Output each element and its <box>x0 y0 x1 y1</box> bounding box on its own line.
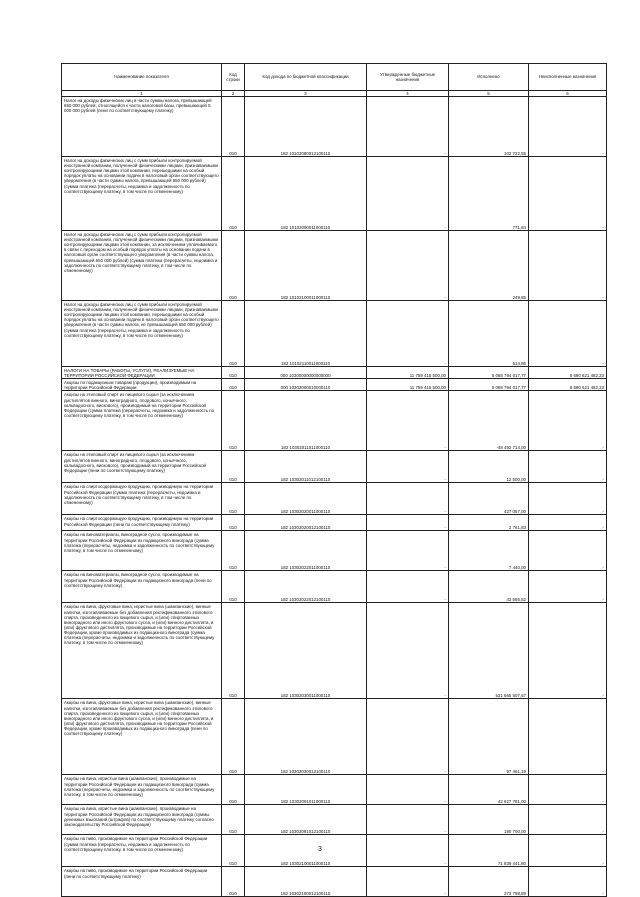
income-code-cell: 182 10302022012100110 <box>245 571 367 603</box>
unexecuted-amount-cell: - <box>529 301 607 367</box>
indicator-name-cell: Налог на доходы физических лиц с сумм прибыли контролируемой иностранной компании, полученной физическими лицами, признаваемыми контролирующими лицами этой компании, перешедшими на особый порядок уплаты на основании подачи в налоговый орган соответствующего уведомления (в части суммы налога, не превышающей 650 000 рублей) (сумма платежа (перерасчеты, недоимка и задолженность по соответствующему платежу, в том числе по отмененному) <box>62 301 222 367</box>
header-income-code: Код дохода по бюджетной классификации <box>245 64 367 91</box>
table-row <box>62 483 607 515</box>
approved-amount-cell: - <box>367 805 449 835</box>
executed-amount-cell: 7 440,00 <box>449 531 529 571</box>
executed-amount-cell: -48 492 714,00 <box>449 391 529 451</box>
income-code-cell: 182 10302030011000110 <box>245 603 367 699</box>
line-code-cell: 010 <box>222 157 245 231</box>
executed-amount-cell: 5 068 794 017,77 <box>449 367 529 379</box>
income-code-cell: 182 10302030012100110 <box>245 699 367 775</box>
indicator-name-cell: Акцизы на вина, игристые вина (шампанские), производимые на территории Российской Федерации из подакцизного винограда (суммы денежных взысканий (штрафов) по соответствующему платежу согласно законодательству Российской Федерации) <box>62 805 222 835</box>
line-code-cell: 010 <box>222 805 245 835</box>
header-approved: Утвержденные бюджетные назначения <box>367 64 449 91</box>
approved-amount-cell: - <box>367 531 449 571</box>
table-row <box>62 775 607 805</box>
income-code-cell: 182 10302022011000110 <box>245 531 367 571</box>
line-code-cell: 010 <box>222 379 245 391</box>
income-code-cell: 182 10102090011000110 <box>245 157 367 231</box>
approved-amount-cell: - <box>367 775 449 805</box>
indicator-name-cell: Акцизы на этиловый спирт из пищевого сырья (за исключением дистиллятов винного, виноградного, плодового, коньячного, кальвадосного, вискового), производимый на территории Российской Федерации (сумма платежа (перерасчеты, недоимка и задолженность по соответствующему платежу, в том числе по отмененному) <box>62 391 222 451</box>
unexecuted-amount-cell: - <box>529 867 607 897</box>
budget-execution-table <box>61 63 607 897</box>
line-code-cell: 010 <box>222 603 245 699</box>
header-unexecuted: Неисполненные назначения <box>529 64 607 91</box>
income-code-cell: 182 10302011011000110 <box>245 391 367 451</box>
unexecuted-amount-cell: - <box>529 157 607 231</box>
approved-amount-cell: - <box>367 451 449 483</box>
income-code-cell: 182 10302091012100110 <box>245 805 367 835</box>
indicator-name-cell: Акцизы на виноматериалы, виноградное сусло, производимые на территории Российской Федерации из подакцизного винограда (пени по соответствующему платежу) <box>62 571 222 603</box>
unexecuted-amount-cell: - <box>529 451 607 483</box>
indicator-name-cell: Налог на доходы физических лиц с сумм прибыли контролируемой иностранной компании, полученной физическими лицами, признаваемыми контролирующими лицами этой компании, перешедшими на особый порядок уплаты на основании подачи в налоговый орган соответствующего уведомления (в части суммы налога, превышающей 650 000 рублей) (сумма платежа (перерасчеты, недоимка и задолженность по соответствующему платежу, в том числе по отмененному) <box>62 157 222 231</box>
table-row <box>62 603 607 699</box>
income-code-cell: 182 10302100012100110 <box>245 867 367 897</box>
table-row <box>62 379 607 391</box>
executed-amount-cell: 427 057,00 <box>449 483 529 515</box>
line-code-cell: 010 <box>222 391 245 451</box>
line-code-cell: 010 <box>222 867 245 897</box>
line-code-cell: 010 <box>222 571 245 603</box>
executed-amount-cell: 71 839 441,80 <box>449 835 529 867</box>
executed-amount-cell: 102 722,55 <box>449 97 529 157</box>
table-row <box>62 699 607 775</box>
executed-amount-cell: 12 500,00 <box>449 451 529 483</box>
income-code-cell: 182 10102080012100110 <box>245 97 367 157</box>
table-row <box>62 97 607 157</box>
income-code-cell: 000 10302000010000110 <box>245 379 367 391</box>
table-row <box>62 571 607 603</box>
executed-amount-cell: 2 761,83 <box>449 515 529 531</box>
indicator-name-cell: Акцизы на спиртосодержащую продукцию, производимую на территории Российской Федерации (сумма платежа (перерасчеты, недоимка и задолженность по соответствующему платежу, в том числе по отмененному) <box>62 483 222 515</box>
indicator-name-cell: Акцизы на вина, фруктовые вина, игристые вина (шампанские), винные напитки, изготавливаемые без добавления ректификованного этилового спирта, произведенного из пищевого сырья, и (или) спиртованных виноградного или иного фруктового сусла, и (или) винного дистиллята, и (или) фруктового дистиллята, производимые на территории Российской Федерации, кроме производимых из подакцизного винограда (сумма платежа (перерасчеты, недоимка и задолженность по соответствующему платежу, в том числе по отмененному) <box>62 603 222 699</box>
income-code-cell: 182 10302020012100110 <box>245 515 367 531</box>
indicator-name-cell: Акцизы по подакцизным товарам (продукции), производимым на территории Российской Федерации <box>62 379 222 391</box>
table-row <box>62 367 607 379</box>
table-header-row <box>62 64 607 91</box>
executed-amount-cell: 514,86 <box>449 301 529 367</box>
line-code-cell: 010 <box>222 775 245 805</box>
executed-amount-cell: 249,85 <box>449 231 529 301</box>
approved-amount-cell: - <box>367 391 449 451</box>
table-row <box>62 391 607 451</box>
table-row <box>62 451 607 483</box>
approved-amount-cell: 11 759 415 500,00 <box>367 367 449 379</box>
indicator-name-cell: Налог на доходы физических лиц с сумм прибыли контролируемой иностранной компании, полученной физическими лицами, признаваемыми контролирующими лицами этой компании, за исключением уплачиваемого в связи с переходом на особый порядок уплаты на основании подачи в налоговый орган соответствующего уведомления (в части суммы налога, превышающей 650 000 рублей) (сумма платежа (перерасчеты, недоимка и задолженность по соответствующему платежу, в том числе по отмененному) <box>62 231 222 301</box>
column-number: 1 <box>62 91 222 97</box>
approved-amount-cell: 11 759 415 500,00 <box>367 379 449 391</box>
income-code-cell: 182 10302020011000110 <box>245 483 367 515</box>
line-code-cell: 010 <box>222 699 245 775</box>
header-indicator-name: Наименование показателя <box>62 64 222 91</box>
table-row <box>62 231 607 301</box>
line-code-cell: 010 <box>222 367 245 379</box>
header-line-code: Код строки <box>222 64 245 91</box>
table-body <box>62 97 607 897</box>
line-code-cell: 010 <box>222 531 245 571</box>
income-code-cell: 182 10302011012100110 <box>245 451 367 483</box>
page-number: 3 <box>318 846 322 853</box>
approved-amount-cell: - <box>367 301 449 367</box>
income-code-cell: 182 10102100011000110 <box>245 231 367 301</box>
unexecuted-amount-cell: - <box>529 699 607 775</box>
indicator-name-cell: Акцизы на спиртосодержащую продукцию, производимую на территории Российской Федерации (пени по соответствующему платежу) <box>62 515 222 531</box>
unexecuted-amount-cell: 6 690 621 482,23 <box>529 379 607 391</box>
column-number: 5 <box>449 91 529 97</box>
unexecuted-amount-cell: - <box>529 97 607 157</box>
executed-amount-cell: 531 665 507,57 <box>449 603 529 699</box>
indicator-name-cell: Акцизы на этиловый спирт из пищевого сырья (за исключением дистиллятов винного, виноградного, плодового, коньячного, кальвадосного, вискового), производимый на территории Российской Федерации (пени по соответствующему платежу) <box>62 451 222 483</box>
approved-amount-cell: - <box>367 483 449 515</box>
unexecuted-amount-cell: - <box>529 531 607 571</box>
executed-amount-cell: 97 461,19 <box>449 699 529 775</box>
indicator-name-cell: Акцизы на вина, игристые вина (шампанские), производимые на территории Российской Федерации из подакцизного винограда (сумма платежа (перерасчеты, недоимка и задолженность по соответствующему платежу, в том числе по отмененному) <box>62 775 222 805</box>
indicator-name-cell: Акцизы на пиво, производимое на территории Российской Федерации (сумма платежа (перерасчеты, недоимка и задолженность по соответствующему платежу, в том числе по отмененному) <box>62 835 222 867</box>
indicator-name-cell: Налог на доходы физических лиц в части суммы налога, превышающей 650 000 рублей, относящейся к части налоговой базы, превышающей 5 000 000 рублей (пени по соответствующему платежу) <box>62 97 222 157</box>
approved-amount-cell: - <box>367 97 449 157</box>
indicator-name-cell: Акцизы на пиво, производимое на территории Российской Федерации (пени по соответствующему платежу) <box>62 867 222 897</box>
column-number: 4 <box>367 91 449 97</box>
line-code-cell: 010 <box>222 97 245 157</box>
table-row <box>62 531 607 571</box>
approved-amount-cell: - <box>367 867 449 897</box>
unexecuted-amount-cell: - <box>529 483 607 515</box>
unexecuted-amount-cell: - <box>529 571 607 603</box>
executed-amount-cell: 771,84 <box>449 157 529 231</box>
line-code-cell: 010 <box>222 231 245 301</box>
table-row <box>62 805 607 835</box>
income-code-cell: 182 10302100011000110 <box>245 835 367 867</box>
executed-amount-cell: 190 700,00 <box>449 805 529 835</box>
table-row <box>62 157 607 231</box>
executed-amount-cell: 373 798,89 <box>449 867 529 897</box>
approved-amount-cell: - <box>367 603 449 699</box>
unexecuted-amount-cell: - <box>529 231 607 301</box>
unexecuted-amount-cell: - <box>529 515 607 531</box>
unexecuted-amount-cell: 6 690 621 482,23 <box>529 367 607 379</box>
column-number: 6 <box>529 91 607 97</box>
executed-amount-cell: 5 068 794 017,77 <box>449 379 529 391</box>
line-code-cell: 010 <box>222 451 245 483</box>
line-code-cell: 010 <box>222 835 245 867</box>
approved-amount-cell: - <box>367 231 449 301</box>
approved-amount-cell: - <box>367 157 449 231</box>
unexecuted-amount-cell: - <box>529 603 607 699</box>
executed-amount-cell: 42 627 781,00 <box>449 775 529 805</box>
line-code-cell: 010 <box>222 515 245 531</box>
table-row <box>62 515 607 531</box>
approved-amount-cell: - <box>367 571 449 603</box>
line-code-cell: 010 <box>222 483 245 515</box>
table-row <box>62 301 607 367</box>
column-number: 3 <box>245 91 367 97</box>
income-code-cell: 182 10102110011000110 <box>245 301 367 367</box>
unexecuted-amount-cell: - <box>529 835 607 867</box>
approved-amount-cell: - <box>367 835 449 867</box>
executed-amount-cell: 43 565,52 <box>449 571 529 603</box>
header-executed: Исполнено <box>449 64 529 91</box>
indicator-name-cell: Акцизы на вина, фруктовые вина, игристые вина (шампанские), винные напитки, изготавливаемые без добавления ректификованного этилового спирта, произведенного из пищевого сырья, и (или) спиртованных виноградного или иного фруктового сусла, и (или) винного дистиллята, и (или) фруктового дистиллята, производимые на территории Российской Федерации, кроме производимых из подакцизного винограда (пени по соответствующему платежу) <box>62 699 222 775</box>
indicator-name-cell: НАЛОГИ НА ТОВАРЫ (РАБОТЫ, УСЛУГИ), РЕАЛИЗУЕМЫЕ НА ТЕРРИТОРИИ РОССИЙСКОЙ ФЕДЕРАЦИИ <box>62 367 222 379</box>
unexecuted-amount-cell: - <box>529 775 607 805</box>
column-number: 2 <box>222 91 245 97</box>
approved-amount-cell: - <box>367 515 449 531</box>
indicator-name-cell: Акцизы на виноматериалы, виноградное сусло, производимые на территории Российской Федерации из подакцизного винограда (сумма платежа (перерасчеты, недоимка и задолженность по соответствующему платежу, в том числе по отмененному) <box>62 531 222 571</box>
line-code-cell: 010 <box>222 301 245 367</box>
income-code-cell: 182 10302091011000110 <box>245 775 367 805</box>
unexecuted-amount-cell: - <box>529 805 607 835</box>
income-code-cell: 000 10300000000000000 <box>245 367 367 379</box>
unexecuted-amount-cell: - <box>529 391 607 451</box>
approved-amount-cell: - <box>367 699 449 775</box>
table-row <box>62 867 607 897</box>
